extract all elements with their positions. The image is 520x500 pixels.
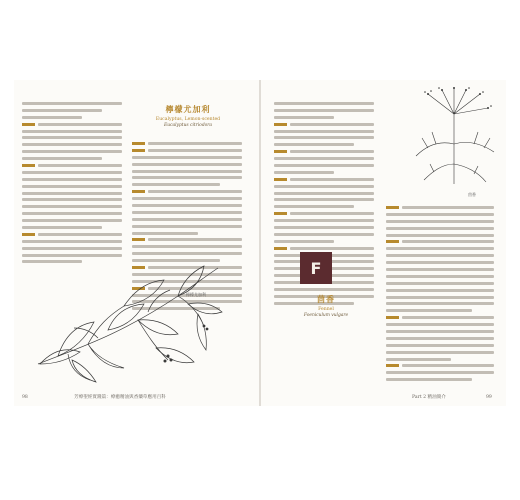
left-folio: 98 xyxy=(22,395,28,400)
left-page xyxy=(14,80,258,406)
right-page-right-column-text xyxy=(386,206,494,385)
right-folio: 99 xyxy=(486,395,492,400)
entry-title-zh: 檸檬尤加利 xyxy=(165,104,211,114)
right-page xyxy=(262,80,506,406)
eucalyptus-illustration xyxy=(28,256,228,384)
fennel-illustration xyxy=(408,84,500,188)
illustration-caption: 茴香 xyxy=(468,192,476,197)
illustration-caption: 檸檬尤加利 xyxy=(186,292,206,297)
book-gutter xyxy=(259,80,261,406)
entry-title-latin: Foeniculum vulgare xyxy=(303,313,349,318)
section-letter: F xyxy=(310,258,322,278)
left-running-head: 芳療聖經實踐篇：療癒精油與香藥草應用百科 xyxy=(74,395,166,400)
entry-title-en: Fennel xyxy=(318,307,334,312)
entry-title-zh: 茴香 xyxy=(317,294,335,304)
left-column-text xyxy=(22,102,122,267)
right-running-head: Part 2 精油簡介 xyxy=(412,395,446,400)
entry-title-eucalyptus xyxy=(128,104,248,128)
entry-title-latin: Eucalyptus citriodora xyxy=(164,123,212,128)
book-spread xyxy=(14,80,506,406)
entry-title-fennel xyxy=(276,294,376,318)
entry-title-en: Eucalyptus, Lemon-scented xyxy=(155,117,221,122)
section-letter-box xyxy=(300,252,332,284)
